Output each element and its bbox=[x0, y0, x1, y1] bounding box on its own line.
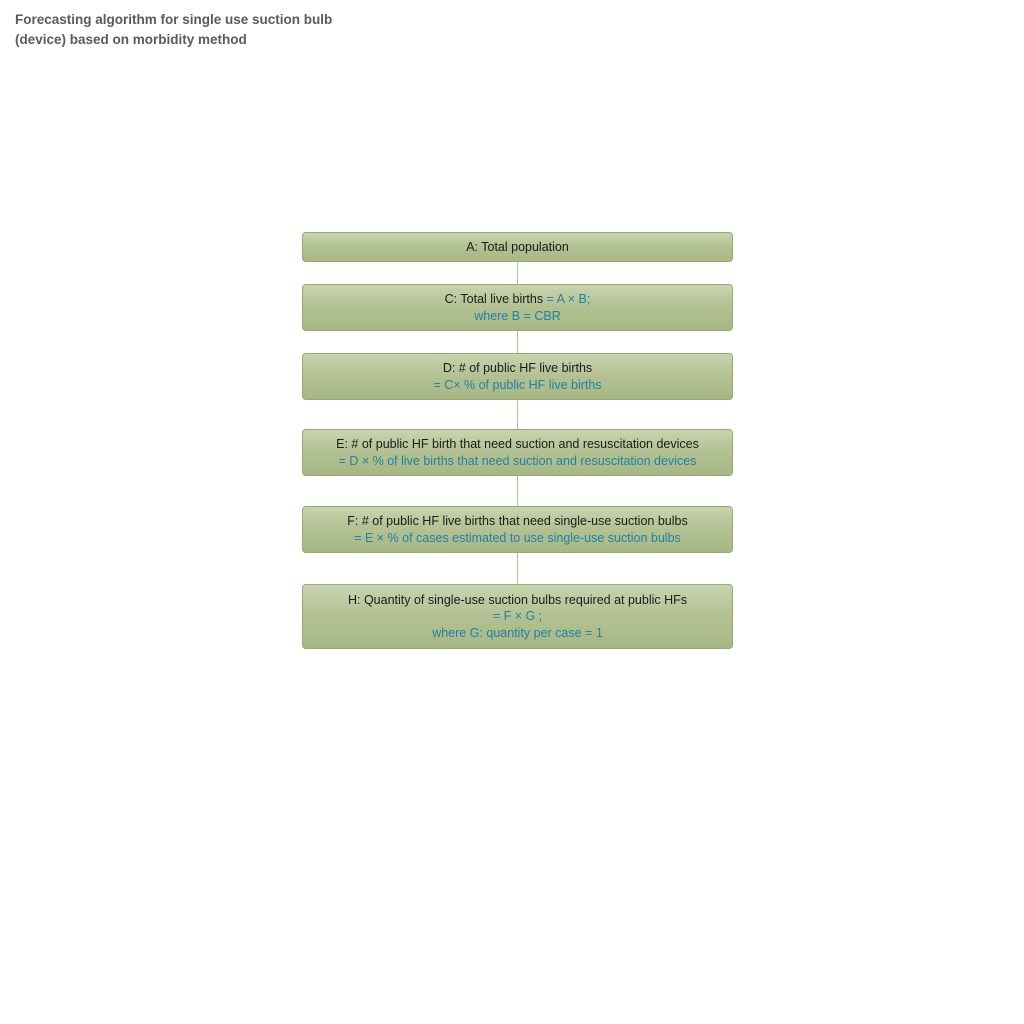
node-c-total-live-births bbox=[302, 284, 733, 331]
node-h-quantity-required bbox=[302, 584, 733, 649]
connector-c-d bbox=[517, 331, 518, 354]
node-a-label: A: Total population bbox=[466, 239, 569, 254]
node-d-public-hf-live-births bbox=[302, 353, 733, 400]
connector-d-e bbox=[517, 400, 518, 429]
node-f-formula: = E × % of cases estimated to use single-use suction bulbs bbox=[354, 530, 681, 545]
node-a-total-population bbox=[302, 232, 733, 262]
node-f-label: F: # of public HF live births that need single-use suction bulbs bbox=[347, 514, 688, 528]
node-h-formula: = F × G ; bbox=[492, 609, 543, 624]
page-title bbox=[15, 10, 375, 50]
node-d-formula: = C× % of public HF live births bbox=[433, 377, 602, 392]
node-h-label: H: Quantity of single-use suction bulbs required at public HFs bbox=[347, 592, 688, 607]
node-e-formula: = D × % of live births that need suction and resuscitation devices bbox=[338, 453, 697, 468]
node-d-label: D: # of public HF live births bbox=[442, 361, 593, 375]
node-c-note: where B = CBR bbox=[474, 308, 561, 323]
node-h-note: where G: quantity per case = 1 bbox=[432, 625, 603, 640]
connector-f-h bbox=[517, 553, 518, 584]
node-c-formula: = A × B; bbox=[543, 292, 591, 306]
title-line-1: Forecasting algorithm for single use suction bulb bbox=[15, 12, 333, 27]
node-f-births-need-bulbs bbox=[302, 506, 733, 553]
node-e-births-need-suction bbox=[302, 429, 733, 476]
node-c-label: C: Total live births bbox=[444, 292, 544, 306]
connector-e-f bbox=[517, 476, 518, 507]
title-line-2: (device) based on morbidity method bbox=[15, 32, 247, 47]
connector-a-c bbox=[517, 262, 518, 285]
node-e-label: E: # of public HF birth that need suction and resuscitation devices bbox=[336, 437, 699, 451]
